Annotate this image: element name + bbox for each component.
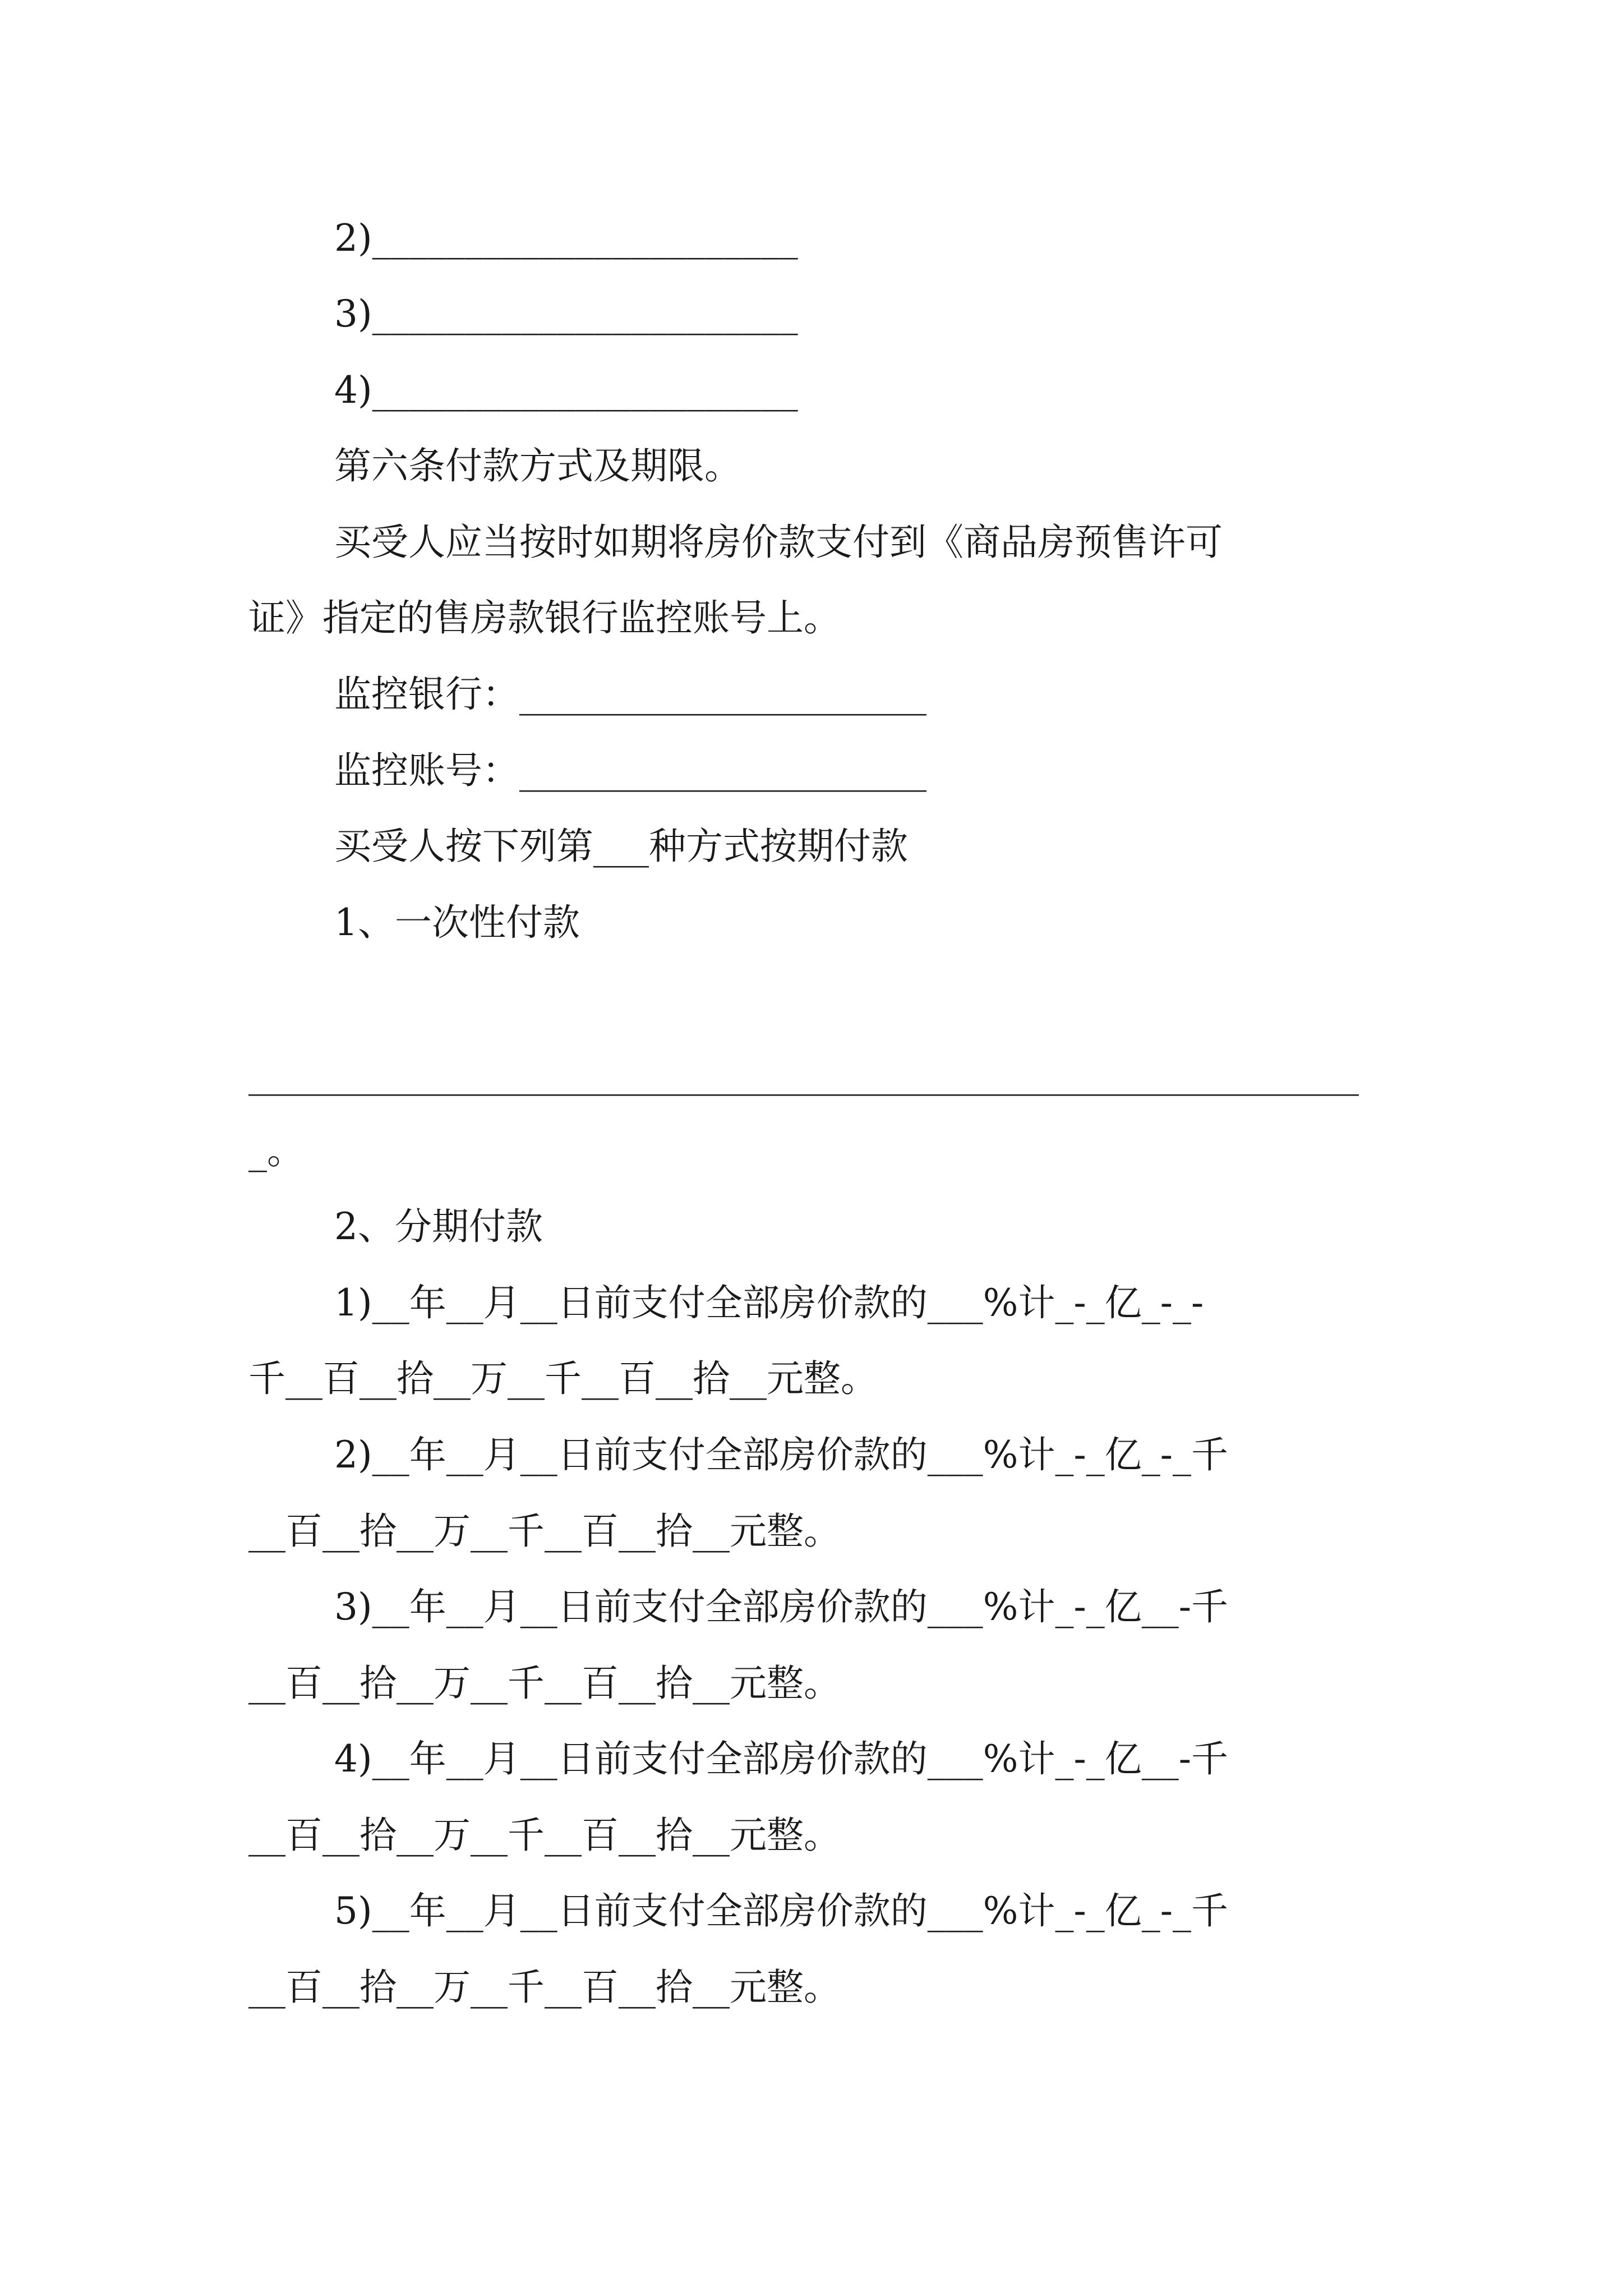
installment-2-line-2: __百__拾__万__千__百__拾__元整。 <box>248 1510 841 1553</box>
monitor-bank-field: 监控银行：______________________ <box>334 673 926 716</box>
lump-sum-blank-line: ____________________________________________________________ <box>248 1053 1359 1096</box>
payment-method-line: 买受人按下列第___种方式按期付款 <box>334 825 908 868</box>
installment-5-line-1: 5)__年__月__日前支付全部房价款的___%计_-_亿_-_千 <box>334 1889 1229 1932</box>
installment-3-line-1: 3)__年__月__日前支付全部房价款的___%计_-_亿__-千 <box>334 1585 1229 1628</box>
paragraph-line-2: 证》指定的售房款银行监控账号上。 <box>248 596 841 639</box>
installment-heading: 2、分期付款 <box>334 1205 543 1248</box>
item-2-blank: 2)_______________________ <box>334 217 798 260</box>
installment-1-line-2: 千__百__拾__万__千__百__拾__元整。 <box>248 1357 878 1400</box>
paragraph-line-1: 买受人应当按时如期将房价款支付到《商品房预售许可 <box>334 521 1223 564</box>
lump-sum-heading: 1、一次性付款 <box>334 901 580 944</box>
lump-sum-blank-end: _。 <box>248 1129 304 1172</box>
installment-1-line-1: 1)__年__月__日前支付全部房价款的___%计_-_亿_-_- <box>334 1281 1204 1324</box>
article-6-heading: 第六条付款方式及期限。 <box>334 444 741 487</box>
installment-4-line-2: __百__拾__万__千__百__拾__元整。 <box>248 1814 841 1857</box>
installment-3-line-2: __百__拾__万__千__百__拾__元整。 <box>248 1662 841 1705</box>
installment-2-line-1: 2)__年__月__日前支付全部房价款的___%计_-_亿_-_千 <box>334 1433 1229 1476</box>
installment-5-line-2: __百__拾__万__千__百__拾__元整。 <box>248 1966 841 2009</box>
item-4-blank: 4)_______________________ <box>334 369 798 412</box>
installment-4-line-1: 4)__年__月__日前支付全部房价款的___%计_-_亿__-千 <box>334 1737 1229 1780</box>
monitor-account-field: 监控账号：______________________ <box>334 749 926 792</box>
item-3-blank: 3)_______________________ <box>334 292 798 335</box>
